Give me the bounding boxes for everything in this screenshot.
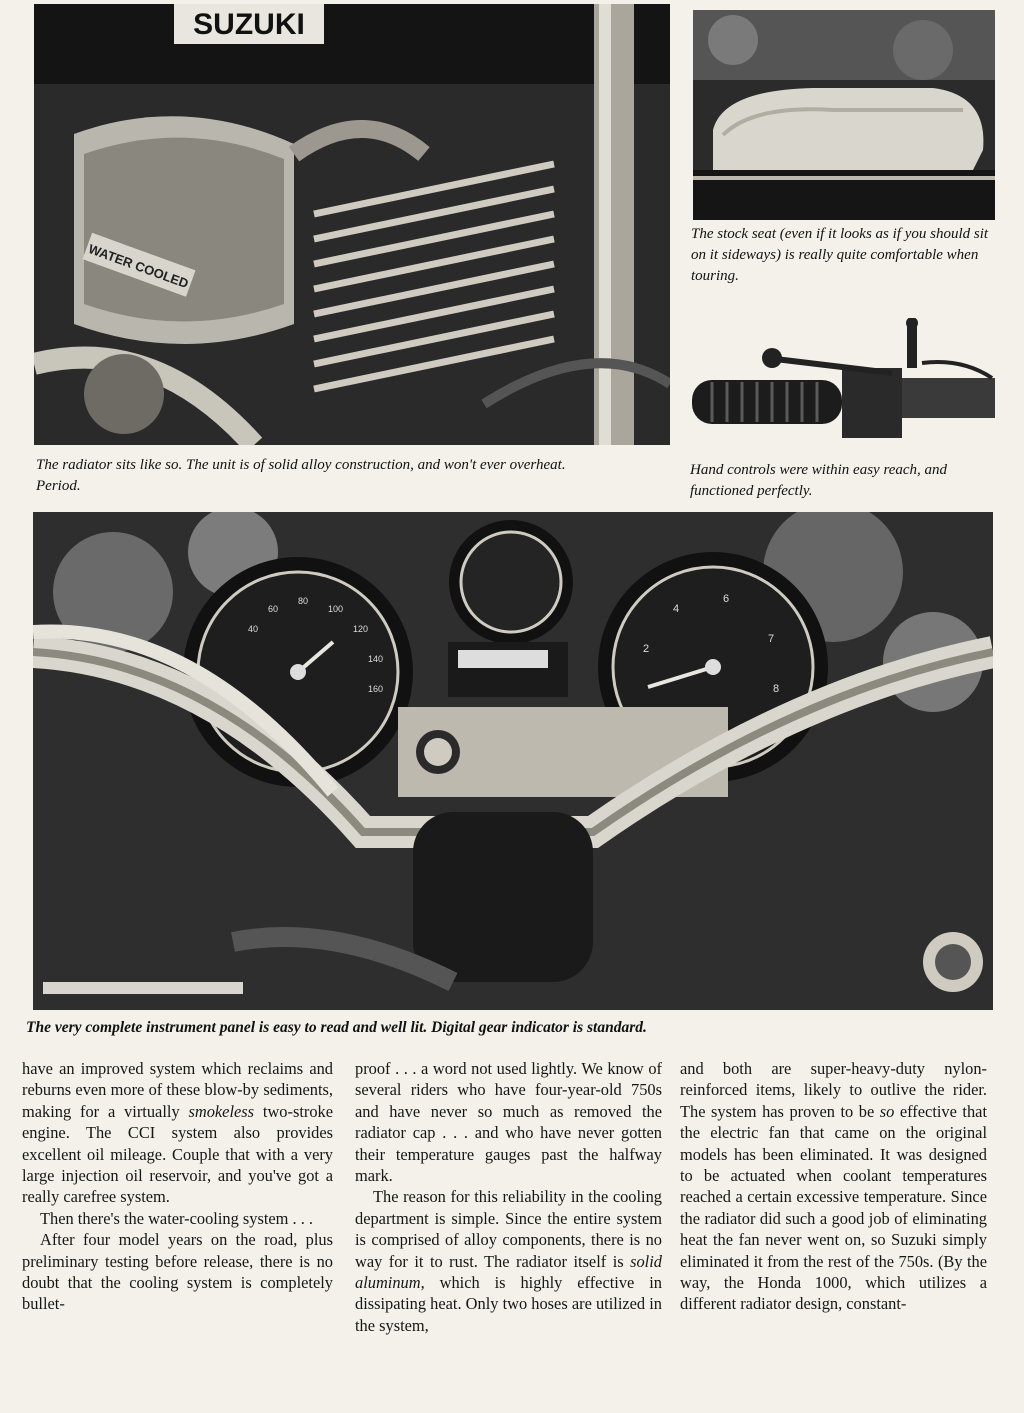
speedo-num: 40 — [248, 624, 259, 634]
emphasis: smokeless — [188, 1101, 255, 1121]
text-run: The reason for this reliability in the cooling department is simple. Since the entire system is comprised of alloy components, there is no way for it to rust. The radiator itself is — [355, 1187, 662, 1271]
emphasis: solid aluminum — [355, 1251, 662, 1293]
text-run: have an improved system which reclaims and reburns even more of these blow-by sediments, making for a virtually — [22, 1059, 333, 1121]
text-run: two-stroke engine. The CCI system also provides excellent oil mileage. Couple that with a very large injection oil reservoir, and you've got a really carefree system. — [22, 1101, 333, 1207]
article-paragraph: Then there's the water-cooling system . . . — [40, 1208, 313, 1228]
instrument-panel-caption: The very complete instrument panel is easy to read and well lit. Digital gear indicator is standard. — [26, 1019, 647, 1036]
tach-num: 2 — [643, 643, 650, 655]
speedo-num: 100 — [328, 604, 344, 614]
speedo-num: 140 — [368, 654, 384, 664]
speedo-num: 80 — [298, 596, 309, 606]
cap-text: WATER COOLED — [86, 241, 191, 292]
speedo-num: 120 — [353, 624, 369, 634]
article-paragraph — [355, 1186, 662, 1336]
tach-num: 8 — [773, 683, 780, 695]
tach-num: 7 — [768, 633, 775, 645]
article-column-3 — [680, 1058, 987, 1315]
hand-controls-photo — [692, 318, 995, 446]
emphasis: so — [879, 1101, 895, 1121]
article-column-1 — [22, 1058, 333, 1315]
hand-controls-photo-art — [692, 318, 995, 446]
text-run: effective that the electric fan that came on the original models has been eliminated. It was designed to be actuated when coolant temperatures reached a certain excessive temperature. Since the radiator did such a good job of eliminating heat the fan never went on, so Suzuki simply eliminated it from the rest of the 750s. (By the way, the Honda 1000, which utilizes a different radiator design, constant- — [680, 1101, 987, 1314]
tach-num: 6 — [723, 593, 730, 605]
hand-controls-caption: Hand controls were within easy reach, and functioned perfectly. — [690, 462, 948, 499]
seat-photo — [693, 10, 995, 220]
tank-badge-text: SUZUKI — [193, 8, 305, 41]
article-paragraph: After four model years on the road, plus preliminary testing before release, there is no doubt that the cooling system is completely bullet- — [22, 1230, 333, 1314]
text-run: , which is highly effective in dissipating heat. Only two hoses are utilized in the system, — [355, 1273, 662, 1335]
instrument-panel-photo — [33, 512, 993, 1010]
seat-photo-art — [693, 10, 995, 220]
radiator-photo-art — [34, 4, 670, 445]
speedo-num: 60 — [268, 604, 279, 614]
article-paragraph: proof . . . a word not used lightly. We know of several riders who have four-year-old 750s and have never so much as removed the radiator cap . . . and who have never gotten their temperature gauges past the halfway mark. — [355, 1059, 662, 1186]
instrument-panel-photo-art — [33, 512, 993, 1010]
radiator-photo — [34, 4, 670, 445]
radiator-caption: The radiator sits like so. The unit is of solid alloy construction, and won't ever overheat. Period. — [36, 457, 566, 494]
article-paragraph — [22, 1058, 333, 1208]
seat-caption: The stock seat (even if it looks as if you should sit on it sideways) is really quite comfortable when touring. — [691, 226, 989, 284]
article-column-2 — [355, 1058, 662, 1336]
text-run: and both are super-heavy-duty nylon-reinforced items, likely to outlive the rider. The system has proven to be — [680, 1059, 987, 1121]
speedo-num: 160 — [368, 684, 384, 694]
article-paragraph — [680, 1058, 987, 1315]
tach-num: 4 — [673, 603, 680, 615]
